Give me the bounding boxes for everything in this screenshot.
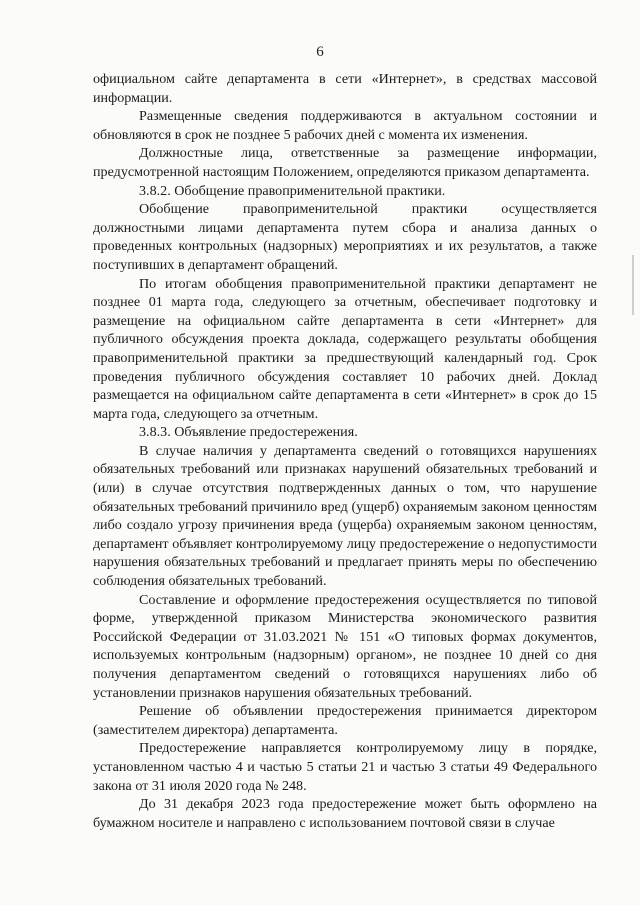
paragraph-9: Составление и оформление предостережения осуществляется по типовой форме, утвержденной приказом Министерства экономического развития Российской Федерации от 31.03.2021 № 151 «О типовых формах документов, используемых контрольным (надзорным) органом», не позднее 10 дней со дня получения департаментом сведений о готовящихся нарушениях либо об установлении признаков нарушения обязательных требований. (93, 591, 597, 701)
page-number: 6 (316, 44, 324, 60)
paragraph-3: Должностные лица, ответственные за размещение информации, предусмотренной настоящим Положением, определяются приказом департамента. (93, 145, 597, 180)
paragraph-12: До 31 декабря 2023 года предостережение может быть оформлено на бумажном носителе и направлено с использованием почтовой связи в случае (93, 796, 597, 831)
document-body (93, 70, 597, 832)
paragraph-6: По итогам обобщения правоприменительной практики департамент не позднее 01 марта года, следующего за отчетным, обеспечивает подготовку и размещение на официальном сайте департамента в сети «Интернет» для публичного обсуждения проекта доклада, содержащего результаты обобщения правоприменительной практики за предшествующий календарный год. Срок проведения публичного обсуждения составляет 10 рабочих дней. Доклад размещается на официальном сайте департамента в сети «Интернет» в срок до 15 марта года, следующего за отчетным. (93, 275, 597, 422)
paragraph-1: официальном сайте департамента в сети «Интернет», в средствах массовой информации. (93, 71, 597, 106)
paragraph-5: Обобщение правоприменительной практики осуществляется должностными лицами департамента путем сбора и анализа данных о проведенных контрольных (надзорных) мероприятиях и их результатов, а также поступивших в департамент обращений. (93, 201, 597, 273)
paragraph-8: В случае наличия у департамента сведений о готовящихся нарушениях обязательных требований или признаках нарушений обязательных требований и (или) в случае отсутствия подтвержденных данных о том, что нарушение обязательных требований причинило вред (ущерб) охраняемым законом ценностям либо создало угрозу причинения вреда (ущерба) охраняемым законом ценностям, департамент объявляет контролируемому лицу предостережение о недопустимости нарушения обязательных требований и предлагает принять меры по обеспечению соблюдения обязательных требований. (93, 442, 597, 590)
scan-edge-mark (632, 255, 634, 315)
section-heading-3-8-2: 3.8.2. Обобщение правоприменительной практики. (139, 182, 446, 199)
paragraph-10: Решение об объявлении предостережения принимается директором (заместителем директора) департамента. (93, 703, 597, 738)
section-heading-3-8-3: 3.8.3. Объявление предостережения. (139, 424, 358, 441)
paragraph-11: Предостережение направляется контролируемому лицу в порядке, установленном частью 4 и частью 5 статьи 21 и частью 3 статьи 49 Федерального закона от 31 июля 2020 года № 248. (93, 740, 597, 794)
paragraph-2: Размещенные сведения поддерживаются в актуальном состоянии и обновляются в срок не позднее 5 рабочих дней с момента их изменения. (93, 108, 597, 143)
